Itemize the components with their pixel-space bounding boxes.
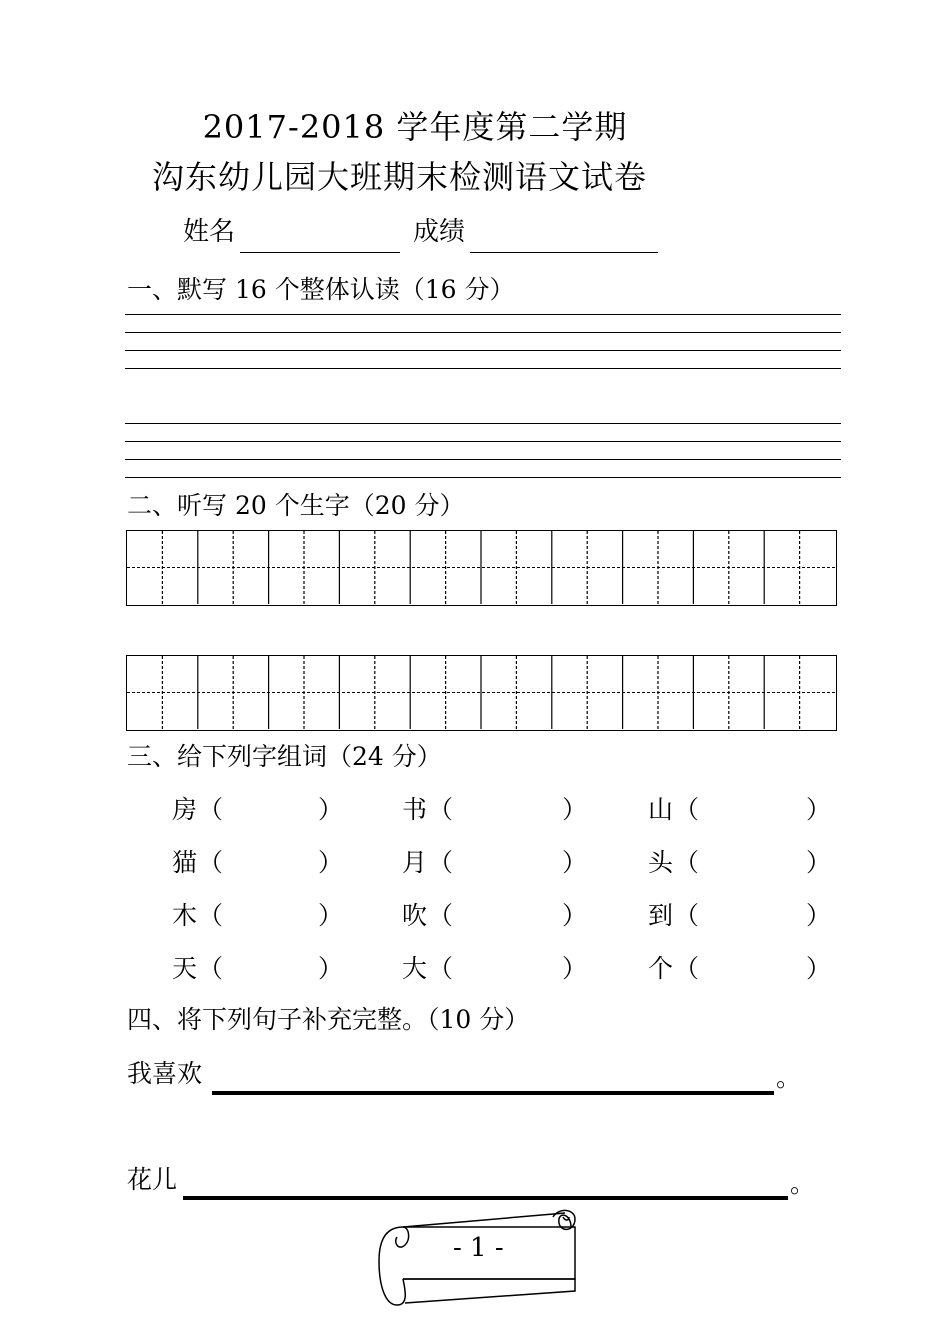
writing-line bbox=[125, 332, 841, 333]
close-paren: ） bbox=[318, 848, 344, 877]
close-paren: ） bbox=[562, 795, 588, 824]
open-paren: （ bbox=[674, 954, 700, 983]
section-1-title: 一、默写 16 个整体认读（16 分） bbox=[127, 275, 515, 304]
close-paren: ） bbox=[806, 901, 832, 930]
close-paren: ） bbox=[318, 954, 344, 983]
writing-line bbox=[125, 459, 841, 460]
close-paren: ） bbox=[562, 848, 588, 877]
open-paren: （ bbox=[198, 795, 224, 824]
open-paren: （ bbox=[198, 848, 224, 877]
sentence-1-blank[interactable] bbox=[212, 1091, 774, 1095]
word-prompt-char: 猫 bbox=[172, 848, 198, 877]
sentence-2-blank[interactable] bbox=[183, 1196, 788, 1200]
word-answer-blank[interactable] bbox=[704, 896, 802, 926]
open-paren: （ bbox=[198, 954, 224, 983]
open-paren: （ bbox=[674, 848, 700, 877]
section-4-title: 四、将下列句子补充完整。（10 分） bbox=[127, 1005, 530, 1034]
open-paren: （ bbox=[428, 901, 454, 930]
writing-line bbox=[125, 368, 841, 369]
open-paren: （ bbox=[674, 901, 700, 930]
writing-line bbox=[125, 350, 841, 351]
close-paren: ） bbox=[562, 901, 588, 930]
sentence-2-prefix: 花儿 bbox=[127, 1165, 178, 1194]
open-paren: （ bbox=[198, 901, 224, 930]
word-answer-blank[interactable] bbox=[228, 896, 314, 926]
open-paren: （ bbox=[428, 795, 454, 824]
page-number: - 1 - bbox=[453, 1233, 504, 1263]
word-prompt-char: 书 bbox=[402, 795, 428, 824]
sentence-2-period: 。 bbox=[790, 1169, 816, 1198]
close-paren: ） bbox=[562, 954, 588, 983]
score-label: 成绩 bbox=[413, 217, 466, 247]
close-paren: ） bbox=[806, 954, 832, 983]
word-prompt-char: 天 bbox=[172, 954, 198, 983]
word-answer-blank[interactable] bbox=[458, 790, 558, 820]
word-answer-blank[interactable] bbox=[228, 790, 314, 820]
word-answer-blank[interactable] bbox=[228, 843, 314, 873]
writing-line bbox=[125, 441, 841, 442]
word-prompt-char: 月 bbox=[402, 848, 428, 877]
open-paren: （ bbox=[428, 848, 454, 877]
word-answer-blank[interactable] bbox=[458, 843, 558, 873]
word-prompt-char: 木 bbox=[172, 901, 198, 930]
character-grid-row-1[interactable] bbox=[126, 530, 837, 606]
word-answer-blank[interactable] bbox=[704, 843, 802, 873]
character-grid-row-2[interactable] bbox=[126, 655, 837, 731]
close-paren: ） bbox=[806, 848, 832, 877]
writing-line bbox=[125, 477, 841, 478]
section-3-title: 三、给下列字组词（24 分） bbox=[127, 742, 442, 771]
close-paren: ） bbox=[318, 795, 344, 824]
page-number-scroll bbox=[375, 1205, 587, 1314]
score-field[interactable] bbox=[470, 251, 658, 253]
open-paren: （ bbox=[428, 954, 454, 983]
word-answer-blank[interactable] bbox=[458, 949, 558, 979]
word-answer-blank[interactable] bbox=[458, 896, 558, 926]
word-answer-blank[interactable] bbox=[704, 949, 802, 979]
word-prompt-char: 大 bbox=[402, 954, 428, 983]
word-prompt-char: 个 bbox=[648, 954, 674, 983]
section-2-title: 二、听写 20 个生字（20 分） bbox=[127, 491, 465, 520]
writing-line bbox=[125, 423, 841, 424]
word-answer-blank[interactable] bbox=[704, 790, 802, 820]
close-paren: ） bbox=[806, 795, 832, 824]
exam-title-line1: 2017-2018 学年度第二学期 bbox=[202, 108, 628, 146]
exam-title-line2: 沟东幼儿园大班期末检测语文试卷 bbox=[152, 158, 648, 196]
word-prompt-char: 房 bbox=[172, 795, 198, 824]
writing-line bbox=[125, 314, 841, 315]
word-prompt-char: 吹 bbox=[402, 901, 428, 930]
name-label: 姓名 bbox=[183, 217, 236, 247]
word-prompt-char: 山 bbox=[648, 795, 674, 824]
open-paren: （ bbox=[674, 795, 700, 824]
sentence-1-period: 。 bbox=[776, 1063, 802, 1092]
word-answer-blank[interactable] bbox=[228, 949, 314, 979]
word-prompt-char: 到 bbox=[648, 901, 674, 930]
name-field[interactable] bbox=[240, 251, 400, 253]
close-paren: ） bbox=[318, 901, 344, 930]
sentence-1-prefix: 我喜欢 bbox=[127, 1059, 203, 1088]
word-prompt-char: 头 bbox=[648, 848, 674, 877]
